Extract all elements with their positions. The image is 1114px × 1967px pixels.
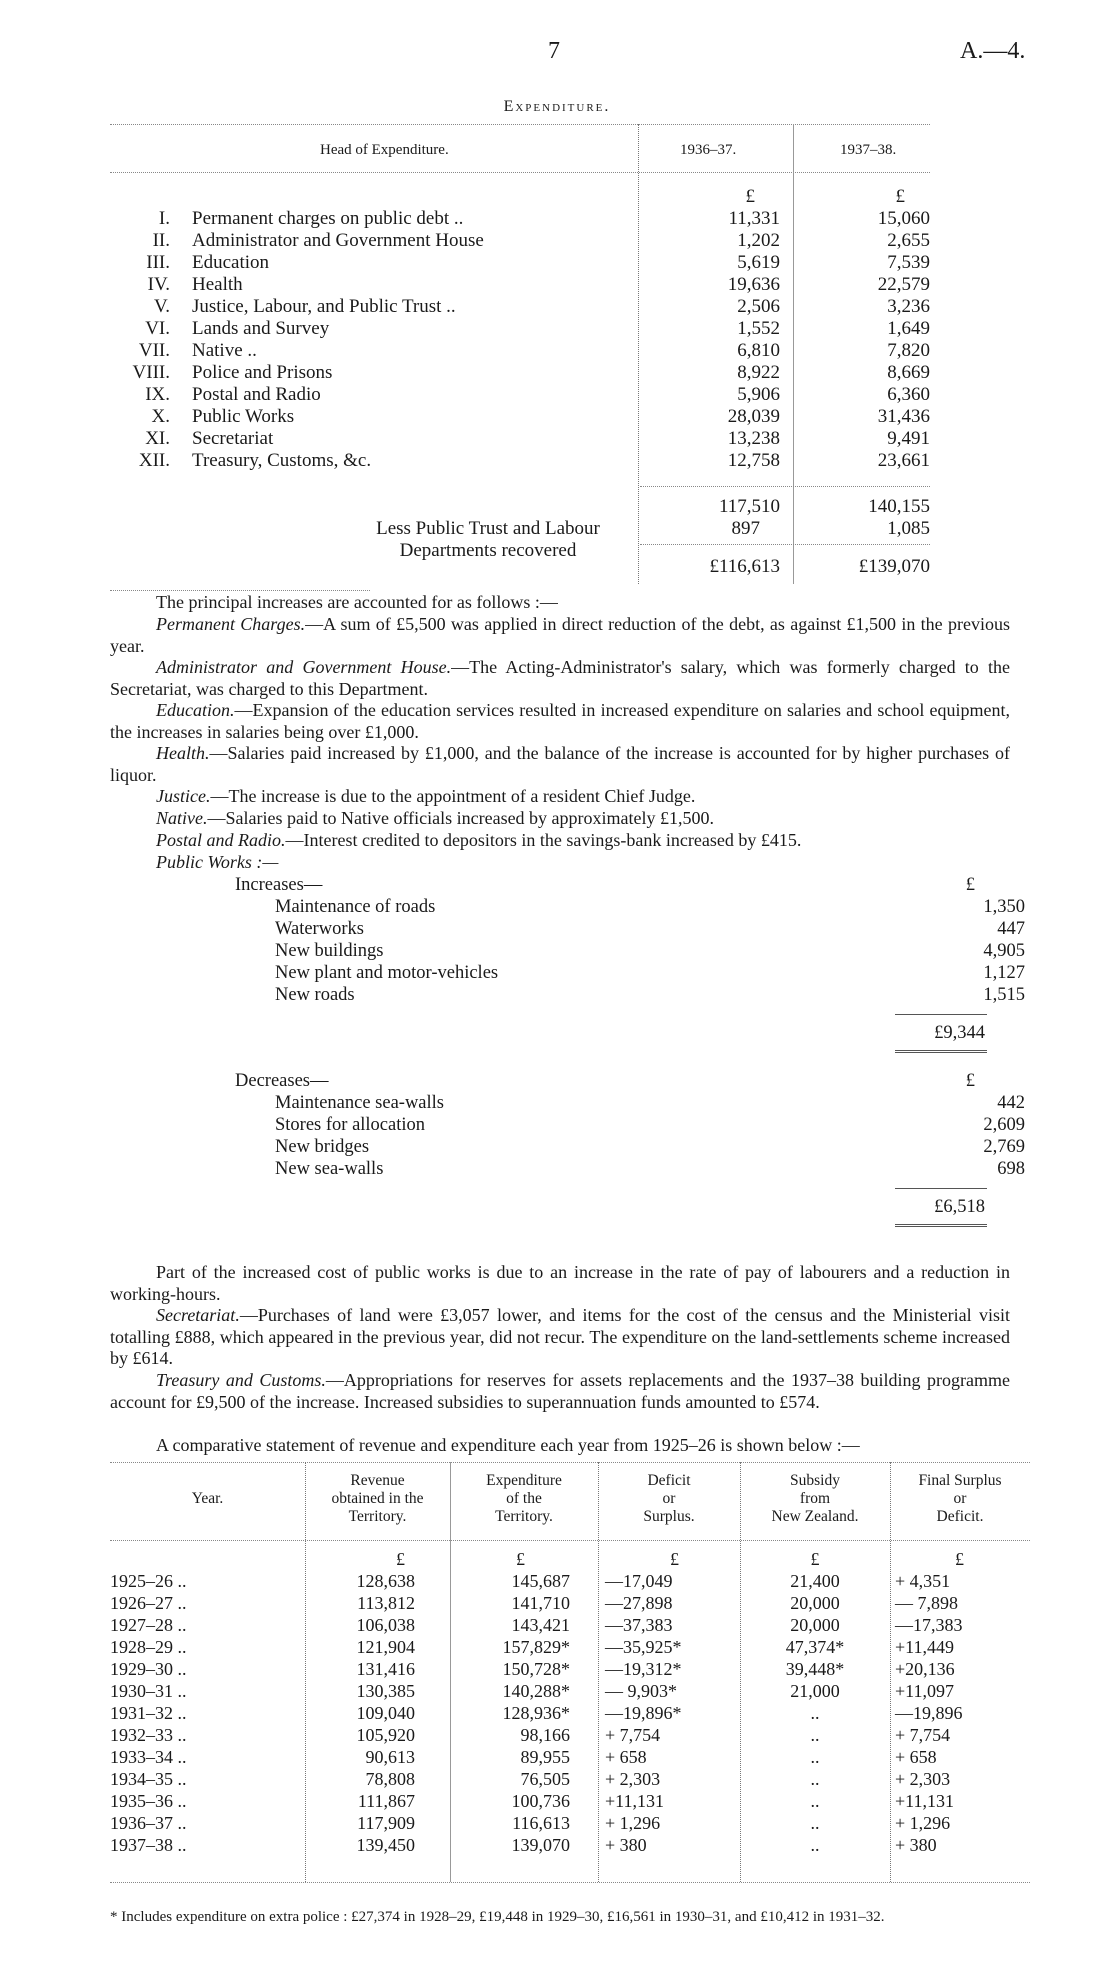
treasury-paragraph: Treasury and Customs.—Appropriations for reserves for assets replacements and the 1937–38 building programme account for £9,500 of the increase. Increased subsidies to superannuation funds amounted to £574. [110,1370,1011,1412]
education-paragraph: Education.—Expansion of the education services resulted in increased expenditure on salaries and school equipment, the increases in salaries being over £1,000. [110,700,1010,742]
expenditure-row: VII. Native .. 6,810 7,820 [138,340,930,361]
public-works-item: Waterworks 447 [275,919,1025,939]
public-works-item: New bridges 2,769 [275,1137,1025,1157]
comparative-row: 1935–36 .. 111,867 100,736 +11,131 .. +11,131 [110,1791,954,1811]
public-works-item: New roads 1,515 [275,985,1025,1005]
page-number: 7 [548,38,560,64]
comparative-row: 1932–33 .. 105,920 98,166 + 7,754 .. + 7,754 [110,1725,951,1745]
expenditure-row: V. Justice, Labour, and Public Trust .. 2,506 3,236 [153,296,930,317]
currency-row: £ £ £ £ £ [396,1549,964,1569]
col-head-expenditure-territory: Expenditure of the Territory. [486,1472,562,1525]
col-head-revenue: Revenue obtained in the Territory. [331,1472,424,1525]
public-works-item: Maintenance sea-walls 442 [275,1093,1025,1113]
intro-paragraph: The principal increases are accounted for as follows :— [156,592,558,612]
decreases-heading: Decreases— £ [235,1071,975,1091]
secretariat-paragraph: Secretariat.—Purchases of land were £3,057 lower, and items for the cost of the census and the Ministerial visit totalling £888, which appeared in the previous year, did not recur. The expenditure on the land-settlements scheme increased by £614. [110,1305,1010,1368]
expenditure-row: XI. Secretariat 13,238 9,491 [145,428,930,449]
expenditure-table [110,124,1010,584]
public-works-paragraph: Part of the increased cost of public works is due to an increase in the rate of pay of labourers and a reduction in working-hours. [110,1262,1010,1304]
public-works-heading: Public Works :— [156,852,279,872]
decreases-total: £6,518 [934,1197,985,1217]
document-reference: A.—4. [960,38,1026,64]
comparative-row: 1936–37 .. 117,909 116,613 + 1,296 .. + 1,296 [110,1813,951,1833]
comparative-row: 1933–34 .. 90,613 89,955 + 658 .. + 658 [110,1747,937,1767]
expenditure-row: VI. Lands and Survey 1,552 1,649 [145,318,930,339]
public-works-item: New plant and motor-vehicles 1,127 [275,963,1025,983]
administrator-paragraph: Administrator and Government House.—The Acting-Administrator's salary, which was formerly charged to the Secretariat, was charged to this Department. [110,657,1010,699]
health-paragraph: Health.—Salaries paid increased by £1,000, and the balance of the increase is accounted for by higher purchases of liquor. [110,743,1010,785]
postal-paragraph: Postal and Radio.—Interest credited to depositors in the savings-bank increased by £415. [156,830,802,850]
expenditure-row: IX. Postal and Radio 5,906 6,360 [145,384,930,405]
col-head-deficit: Deficit or Surplus. [643,1472,695,1525]
expenditure-total-row: 117,510 140,155 [718,496,930,517]
comparative-row: 1930–31 .. 130,385 140,288* — 9,903* 21,000 +11,097 [110,1681,954,1701]
currency-row: £ £ [745,186,905,207]
expenditure-row: VIII. Police and Prisons 8,922 8,669 [132,362,930,383]
comparative-row: 1937–38 .. 139,450 139,070 + 380 .. + 380 [110,1835,937,1855]
expenditure-row: II. Administrator and Government House 1,202 2,655 [152,230,930,251]
comparative-row: 1934–35 .. 78,808 76,505 + 2,303 .. + 2,303 [110,1769,951,1789]
expenditure-row: X. Public Works 28,039 31,436 [151,406,930,427]
justice-paragraph: Justice.—The increase is due to the appointment of a resident Chief Judge. [156,786,696,806]
increases-total: £9,344 [934,1023,985,1043]
net-expenditure-row: £116,613 £139,070 [709,556,930,577]
public-works-item: Stores for allocation 2,609 [275,1115,1025,1135]
col-head-final: Final Surplus or Deficit. [918,1472,1002,1525]
permanent-charges-paragraph: Permanent Charges.—A sum of £5,500 was applied in direct reduction of the debt, as against £1,500 in the previous year. [110,614,1010,656]
public-works-item: New buildings 4,905 [275,941,1025,961]
increases-heading: Increases— £ [235,875,975,895]
expenditure-row: III. Education 5,619 7,539 [146,252,930,273]
comparative-row: 1925–26 .. 128,638 145,687 —17,049 21,400 + 4,351 [110,1571,951,1591]
expenditure-row: XII. Treasury, Customs, &c. 12,758 23,661 [138,450,930,471]
col-head-subsidy: Subsidy from New Zealand. [771,1472,859,1525]
comparative-row: 1929–30 .. 131,416 150,728* —19,312* 39,448* +20,136 [110,1659,955,1679]
comparative-row: 1931–32 .. 109,040 128,936* —19,896* .. —19,896 [110,1703,963,1723]
public-works-item: Maintenance of roads 1,350 [275,897,1025,917]
col-head-year: Year. [191,1490,224,1507]
less-recovered-row: Less Public Trust and Labour 897 1,085 [376,518,930,539]
col-head-1936: 1936–37. [680,142,737,158]
col-head-expenditure: Head of Expenditure. [320,142,449,158]
comparative-row: 1927–28 .. 106,038 143,421 —37,383 20,000 —17,383 [110,1615,963,1635]
expenditure-row: I. Permanent charges on public debt .. 11,331 15,060 [158,208,930,229]
col-head-1937: 1937–38. [840,142,897,158]
section-title: Expenditure. [503,98,611,115]
comparative-row: 1928–29 .. 121,904 157,829* —35,925* 47,374* +11,449 [110,1637,954,1657]
public-works-item: New sea-walls 698 [275,1159,1025,1179]
comparative-row: 1926–27 .. 113,812 141,710 —27,898 20,000 — 7,898 [110,1593,958,1613]
comparative-table [110,1462,1030,1902]
comparative-intro: A comparative statement of revenue and expenditure each year from 1925–26 is shown below :— [156,1435,860,1455]
native-paragraph: Native.—Salaries paid to Native officials increased by approximately £1,500. [156,808,715,828]
public-works-breakdown [235,874,1025,1244]
footnote: * Includes expenditure on extra police : £27,374 in 1928–29, £19,448 in 1929–30, £16,561 in 1930–31, and £10,412 in 1931–32. [110,1909,885,1925]
less-recovered-row-2: Departments recovered [399,540,577,561]
expenditure-row: IV. Health 19,636 22,579 [147,274,930,295]
